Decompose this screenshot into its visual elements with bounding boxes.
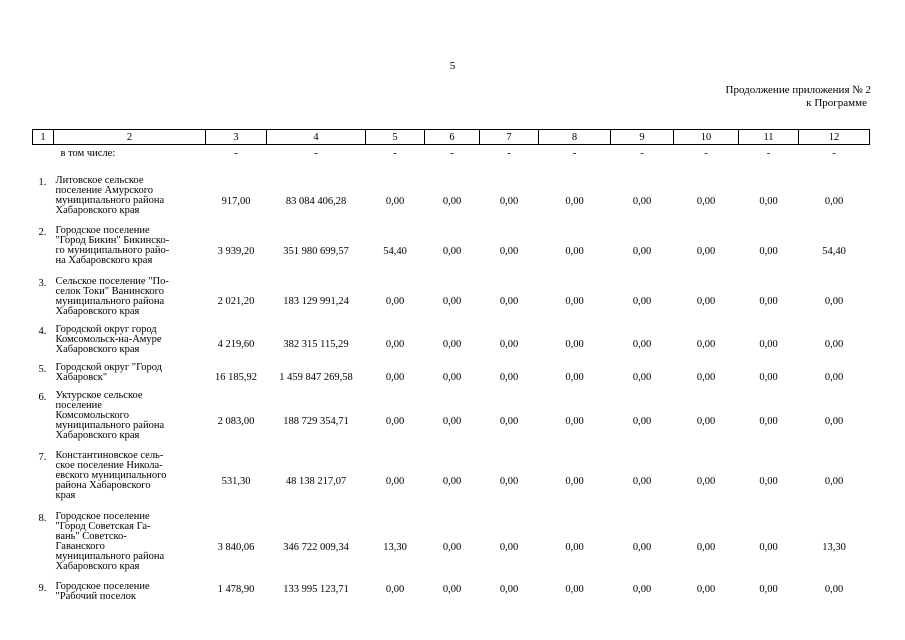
value-cell: 0,00 (565, 295, 584, 307)
value-cell: 0,00 (632, 584, 652, 595)
header-cell: 11 (739, 130, 799, 145)
value-cell: 0,00 (499, 415, 519, 427)
name-line: Комсомольск-на-Амуре (55, 334, 162, 345)
dash-cell: - (572, 148, 577, 159)
name-line: евского муниципального (55, 470, 167, 481)
value-cell: 0,00 (696, 195, 716, 207)
value-cell: 531,30 (221, 476, 251, 487)
value-cell: 0,00 (696, 371, 716, 383)
name-line: Хабаровского края (55, 344, 140, 355)
value-cell: 0,00 (824, 584, 844, 595)
name-line: Уктурское сельское (55, 390, 143, 401)
settlement-name (54, 277, 206, 325)
name-line: Сельское поселение "По- (55, 276, 169, 287)
value-cell: 0,00 (565, 476, 584, 487)
name-line: муниципального района (55, 420, 165, 431)
value-cell: 0,00 (442, 541, 462, 553)
table-row (33, 363, 870, 391)
table-row (33, 325, 870, 363)
settlement-name (54, 512, 206, 582)
value-cell: 0,00 (759, 295, 778, 307)
name-line: Хабаровск" (55, 372, 108, 383)
name-line: на Хабаровского края (55, 255, 153, 266)
name-line: поселение Амурского (55, 185, 154, 196)
value-cell: 0,00 (824, 415, 844, 427)
value-cell: 0,00 (385, 371, 405, 383)
value-cell: 0,00 (632, 195, 652, 207)
value-cell: 1 459 847 269,58 (279, 371, 353, 383)
value-cell: 3 840,06 (217, 541, 255, 553)
value-cell: 0,00 (565, 541, 584, 553)
row-number: 3. (38, 278, 47, 289)
header-cell: 4 (267, 130, 366, 145)
value-cell: 1 478,90 (217, 584, 255, 595)
table-row (33, 176, 870, 226)
value-cell: 382 315 115,29 (283, 338, 349, 350)
value-cell: 0,00 (565, 338, 584, 350)
name-line: района Хабаровского (55, 480, 151, 491)
name-line: селок Токи" Ванинского (55, 286, 164, 297)
header-row (33, 130, 870, 145)
value-cell: 13,30 (383, 541, 407, 553)
value-cell: 4 219,60 (217, 338, 255, 350)
value-cell: 0,00 (499, 295, 519, 307)
value-cell: 0,00 (442, 371, 462, 383)
value-cell: 0,00 (499, 246, 519, 257)
value-cell: 0,00 (385, 584, 405, 595)
value-cell: 0,00 (759, 246, 778, 257)
value-cell: 0,00 (759, 541, 778, 553)
settlement-name (54, 582, 206, 608)
value-cell: 13,30 (822, 541, 846, 553)
value-cell: 0,00 (824, 338, 844, 350)
value-cell: 0,00 (759, 195, 778, 207)
name-line: Константиновское сель- (55, 450, 164, 461)
value-cell: 0,00 (696, 541, 716, 553)
name-line: Городское поселение (55, 581, 150, 592)
dash-cell: - (393, 148, 397, 159)
name-line: вань" Советско- (55, 531, 127, 542)
value-cell: 0,00 (824, 371, 844, 383)
dash-cell: - (450, 148, 454, 159)
value-cell: 0,00 (696, 415, 716, 427)
name-line: края (55, 490, 76, 501)
name-line: муниципального района (55, 296, 165, 307)
dash-cell: - (234, 148, 238, 159)
header-cell: 7 (480, 130, 539, 145)
table-cell (33, 145, 54, 177)
name-line: Хабаровского края (55, 561, 140, 572)
dash-cell: - (314, 148, 318, 159)
header-cell: 8 (539, 130, 611, 145)
table-row (33, 451, 870, 512)
value-cell: 0,00 (696, 246, 716, 257)
name-line: "Город Советская Га- (55, 521, 151, 532)
value-cell: 48 138 217,07 (285, 476, 347, 487)
value-cell: 0,00 (442, 476, 462, 487)
value-cell: 917,00 (221, 195, 251, 207)
value-cell: 0,00 (824, 476, 844, 487)
value-cell: 0,00 (499, 541, 519, 553)
value-cell: 0,00 (442, 295, 462, 307)
table-row (33, 226, 870, 277)
value-cell: 351 980 699,57 (283, 246, 349, 257)
row-number: 4. (38, 326, 47, 337)
appendix-line-2: к Программе (806, 97, 867, 109)
header-cell: 6 (425, 130, 480, 145)
value-cell: 0,00 (385, 195, 405, 207)
row-number: 5. (38, 364, 47, 375)
settlement-name (54, 325, 206, 363)
value-cell: 0,00 (632, 338, 652, 350)
value-cell: 0,00 (696, 476, 716, 487)
value-cell: 0,00 (442, 338, 462, 350)
appendix-caption (726, 84, 871, 110)
value-cell: 0,00 (632, 415, 652, 427)
value-cell: 54,40 (822, 246, 846, 257)
header-cell: 1 (33, 130, 54, 145)
table-row (33, 277, 870, 325)
name-line: Хабаровского края (55, 430, 140, 441)
table-row (33, 582, 870, 608)
value-cell: 0,00 (565, 246, 584, 257)
value-cell: 0,00 (499, 476, 519, 487)
name-line: Городское поселение (55, 225, 150, 236)
settlement-name (54, 451, 206, 512)
dash-cell: - (766, 148, 771, 159)
value-cell: 0,00 (632, 295, 652, 307)
name-line: Комсомольского (55, 410, 129, 421)
value-cell: 0,00 (759, 584, 778, 595)
value-cell: 0,00 (499, 195, 519, 207)
value-cell: 0,00 (565, 584, 584, 595)
value-cell: 0,00 (385, 338, 405, 350)
name-line: Гаванского (55, 541, 105, 552)
appendix-line-1: Продолжение приложения № 2 (725, 84, 871, 96)
value-cell: 0,00 (632, 541, 652, 553)
row-number: 2. (38, 227, 47, 238)
value-cell: 0,00 (385, 415, 405, 427)
value-cell: 0,00 (499, 338, 519, 350)
value-cell: 54,40 (383, 246, 407, 257)
settlement-name (54, 176, 206, 226)
settlement-name (54, 391, 206, 451)
subtotal-row (33, 145, 870, 177)
value-cell: 0,00 (759, 476, 778, 487)
value-cell: 183 129 991,24 (283, 295, 349, 307)
name-line: Литовское сельское (55, 175, 144, 186)
value-cell: 0,00 (442, 246, 462, 257)
value-cell: 0,00 (696, 295, 716, 307)
header-cell: 9 (611, 130, 674, 145)
row-number: 9. (38, 583, 47, 594)
value-cell: 0,00 (499, 371, 519, 383)
value-cell: 0,00 (824, 195, 844, 207)
name-line: Хабаровского края (55, 205, 140, 216)
value-cell: 16 185,92 (215, 371, 257, 383)
value-cell: 0,00 (385, 295, 405, 307)
settlement-name (54, 363, 206, 391)
value-cell: 0,00 (442, 195, 462, 207)
name-line: "Город Бикин" Бикинско- (55, 235, 170, 246)
name-line: муниципального района (55, 195, 165, 206)
value-cell: 0,00 (696, 584, 716, 595)
row-number: 1. (38, 177, 47, 188)
name-line: Городское поселение (55, 511, 150, 522)
row-number: 8. (38, 513, 47, 524)
value-cell: 83 084 406,28 (285, 195, 347, 207)
table-row (33, 391, 870, 451)
name-line: "Рабочий поселок (55, 591, 136, 602)
value-cell: 133 995 123,71 (283, 584, 349, 595)
value-cell: 0,00 (632, 371, 652, 383)
value-cell: 0,00 (385, 476, 405, 487)
name-line: Городской округ город (55, 324, 157, 335)
name-line: Хабаровского края (55, 306, 140, 317)
value-cell: 0,00 (565, 371, 584, 383)
value-cell: 0,00 (759, 338, 778, 350)
name-line: муниципального района (55, 551, 165, 562)
subheader-label: в том числе: (60, 148, 116, 159)
dash-cell: - (832, 148, 836, 159)
value-cell: 188 729 354,71 (283, 415, 349, 427)
value-cell: 0,00 (759, 415, 778, 427)
value-cell: 0,00 (442, 415, 462, 427)
name-line: поселение (55, 400, 102, 411)
dash-cell: - (640, 148, 644, 159)
name-line: го муниципального райо- (55, 245, 170, 256)
name-line: ское поселение Никола- (55, 460, 163, 471)
value-cell: 0,00 (632, 476, 652, 487)
row-number: 7. (38, 452, 47, 463)
row-number: 6. (38, 392, 47, 403)
value-cell: 0,00 (565, 415, 584, 427)
value-cell: 0,00 (824, 295, 844, 307)
header-cell: 10 (674, 130, 739, 145)
page-number: 5 (449, 60, 456, 72)
value-cell: 0,00 (696, 338, 716, 350)
value-cell: 0,00 (565, 195, 584, 207)
settlement-name (54, 226, 206, 277)
value-cell: 3 939,20 (217, 246, 255, 257)
data-table (32, 129, 870, 608)
value-cell: 0,00 (632, 246, 652, 257)
dash-cell: - (507, 148, 511, 159)
dash-cell: - (704, 148, 708, 159)
value-cell: 0,00 (499, 584, 519, 595)
header-cell: 5 (366, 130, 425, 145)
header-cell: 3 (206, 130, 267, 145)
header-cell: 2 (54, 130, 206, 145)
value-cell: 346 722 009,34 (283, 541, 349, 553)
value-cell: 0,00 (442, 584, 462, 595)
value-cell: 2 021,20 (217, 295, 255, 307)
name-line: Городской округ "Город (55, 362, 163, 373)
value-cell: 2 083,00 (217, 415, 255, 427)
value-cell: 0,00 (759, 371, 778, 383)
header-cell: 12 (799, 130, 870, 145)
table-row (33, 512, 870, 582)
